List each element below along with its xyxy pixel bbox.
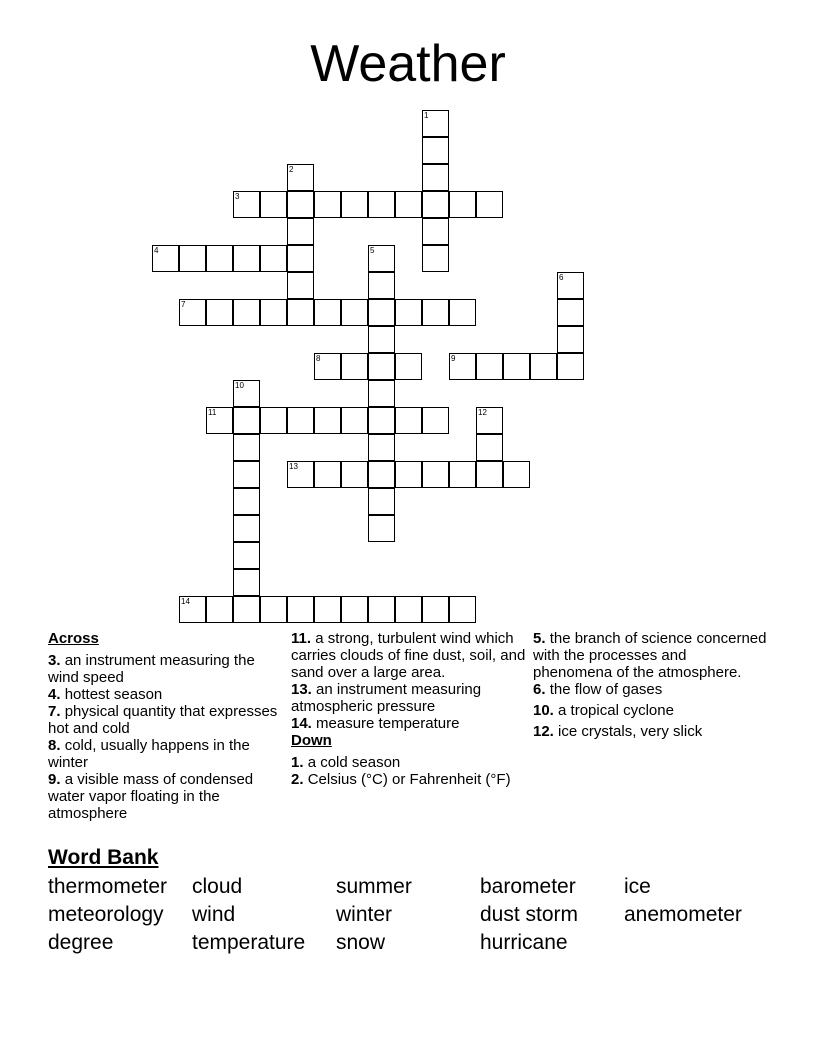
grid-cell[interactable]: [422, 407, 449, 434]
grid-cell[interactable]: [368, 245, 395, 272]
grid-cell[interactable]: [449, 353, 476, 380]
grid-cell[interactable]: [422, 137, 449, 164]
grid-cell[interactable]: [449, 461, 476, 488]
clue-down-12: 12. ice crystals, very slick: [533, 723, 703, 740]
grid-cell[interactable]: [260, 407, 287, 434]
word-bank-word: thermometer: [48, 875, 168, 898]
grid-cell[interactable]: [449, 299, 476, 326]
grid-cell[interactable]: [206, 596, 233, 623]
word-bank-word: cloud: [192, 875, 243, 898]
grid-cell[interactable]: [287, 596, 314, 623]
grid-cell[interactable]: [206, 407, 233, 434]
grid-cell[interactable]: [233, 488, 260, 515]
grid-cell[interactable]: [368, 299, 395, 326]
word-bank-word: winter: [336, 903, 393, 926]
grid-cell[interactable]: [260, 299, 287, 326]
cell-number: 11: [208, 408, 217, 417]
word-bank-word: snow: [336, 931, 386, 954]
grid-cell[interactable]: [233, 434, 260, 461]
grid-cell[interactable]: [476, 434, 503, 461]
grid-cell[interactable]: [206, 299, 233, 326]
grid-cell[interactable]: [368, 326, 395, 353]
down-heading: Down: [291, 732, 332, 749]
grid-cell[interactable]: [368, 353, 395, 380]
grid-cell[interactable]: [260, 191, 287, 218]
word-bank-word: temperature: [192, 931, 306, 954]
grid-cell[interactable]: [476, 191, 503, 218]
word-bank-word: hurricane: [480, 931, 568, 954]
grid-cell[interactable]: [422, 299, 449, 326]
cell-number: 8: [316, 354, 321, 363]
grid-cell[interactable]: [530, 353, 557, 380]
grid-cell[interactable]: [287, 272, 314, 299]
grid-cell[interactable]: [341, 353, 368, 380]
grid-cell[interactable]: [557, 353, 584, 380]
grid-cell[interactable]: [287, 407, 314, 434]
grid-cell[interactable]: [368, 380, 395, 407]
grid-cell[interactable]: [314, 191, 341, 218]
clue-across-3: 3. an instrument measuring the wind speed: [48, 652, 255, 686]
grid-cell[interactable]: [287, 191, 314, 218]
clue-across-11: 11. a strong, turbulent wind which carries clouds of fine dust, soil, and sand over a large area.: [291, 630, 526, 681]
clue-down-1: 1. a cold season: [291, 754, 401, 771]
grid-cell[interactable]: [341, 407, 368, 434]
clue-down-2: 2. Celsius (°C) or Fahrenheit (°F): [291, 771, 511, 788]
grid-cell[interactable]: [179, 245, 206, 272]
grid-cell[interactable]: [422, 596, 449, 623]
word-bank-word: wind: [192, 903, 236, 926]
grid-cell[interactable]: [260, 245, 287, 272]
grid-cell[interactable]: [260, 596, 287, 623]
grid-cell[interactable]: [449, 191, 476, 218]
grid-cell[interactable]: [152, 245, 179, 272]
cell-number: 1: [424, 111, 429, 120]
grid-cell[interactable]: [422, 218, 449, 245]
cell-number: 10: [235, 381, 244, 390]
clue-down-5: 5. the branch of science concerned with the processes and phenomena of the atmosphere.: [533, 630, 767, 681]
word-bank-heading: Word Bank: [48, 846, 159, 869]
grid-cell[interactable]: [233, 191, 260, 218]
grid-cell[interactable]: [476, 407, 503, 434]
word-bank-word: dust storm: [480, 903, 579, 926]
clues-column-3: [533, 630, 769, 740]
grid-cell[interactable]: [395, 299, 422, 326]
grid-cell[interactable]: [314, 596, 341, 623]
grid-cell[interactable]: [179, 596, 206, 623]
grid-cell[interactable]: [557, 272, 584, 299]
grid-cell[interactable]: [476, 353, 503, 380]
grid-cell[interactable]: [206, 245, 233, 272]
clue-across-9: 9. a visible mass of condensed water vapor floating in the atmosphere: [48, 771, 254, 822]
cell-number: 6: [559, 273, 564, 282]
clue-across-4: 4. hottest season: [48, 686, 163, 703]
grid-cell[interactable]: [503, 461, 530, 488]
clue-across-13: 13. an instrument measuring atmospheric pressure: [291, 681, 482, 715]
grid-cell[interactable]: [368, 461, 395, 488]
grid-cell[interactable]: [395, 407, 422, 434]
cell-number: 4: [154, 246, 159, 255]
cell-number: 2: [289, 165, 294, 174]
grid-cell[interactable]: [233, 569, 260, 596]
word-bank-word: degree: [48, 931, 114, 954]
word-bank-word: barometer: [480, 875, 576, 898]
grid-cell[interactable]: [287, 245, 314, 272]
grid-cell[interactable]: [395, 353, 422, 380]
cell-number: 13: [289, 462, 298, 471]
grid-cell[interactable]: [287, 461, 314, 488]
grid-cell[interactable]: [395, 596, 422, 623]
grid-cell[interactable]: [368, 191, 395, 218]
word-bank-word: meteorology: [48, 903, 164, 926]
clue-down-10: 10. a tropical cyclone: [533, 702, 674, 719]
grid-cell[interactable]: [233, 542, 260, 569]
grid-cell[interactable]: [233, 515, 260, 542]
clue-across-7: 7. physical quantity that expresses hot and cold: [48, 703, 278, 737]
grid-cell[interactable]: [449, 596, 476, 623]
grid-cell[interactable]: [368, 488, 395, 515]
grid-cell[interactable]: [233, 380, 260, 407]
grid-cell[interactable]: [287, 218, 314, 245]
grid-cell[interactable]: [233, 299, 260, 326]
cell-number: 12: [478, 408, 487, 417]
grid-cell[interactable]: [422, 164, 449, 191]
cell-number: 7: [181, 300, 186, 309]
across-heading: Across: [48, 630, 99, 647]
grid-cell[interactable]: [395, 191, 422, 218]
grid-cell[interactable]: [557, 299, 584, 326]
clues-column-1: [48, 630, 284, 822]
grid-cell[interactable]: [341, 596, 368, 623]
grid-cell[interactable]: [368, 596, 395, 623]
cell-number: 3: [235, 192, 240, 201]
clue-down-6: 6. the flow of gases: [533, 681, 663, 698]
grid-cell[interactable]: [341, 299, 368, 326]
grid-cell[interactable]: [233, 245, 260, 272]
grid-cell[interactable]: [287, 164, 314, 191]
grid-cell[interactable]: [314, 407, 341, 434]
grid-cell[interactable]: [557, 326, 584, 353]
word-bank-word: summer: [336, 875, 412, 898]
grid-cell[interactable]: [395, 461, 422, 488]
grid-cell[interactable]: [476, 461, 503, 488]
grid-cell[interactable]: [314, 461, 341, 488]
clue-across-14: 14. measure temperature: [291, 715, 460, 732]
grid-cell[interactable]: [233, 407, 260, 434]
grid-cell[interactable]: [233, 596, 260, 623]
grid-cell[interactable]: [287, 299, 314, 326]
page-title: Weather: [310, 35, 506, 93]
grid-cell[interactable]: [422, 191, 449, 218]
grid-cell[interactable]: [422, 110, 449, 137]
grid-cell[interactable]: [368, 407, 395, 434]
word-bank-word: anemometer: [624, 903, 742, 926]
grid-cell[interactable]: [233, 461, 260, 488]
grid-cell[interactable]: [314, 353, 341, 380]
cell-number: 14: [181, 597, 190, 606]
grid-cell[interactable]: [368, 272, 395, 299]
cell-number: 5: [370, 246, 375, 255]
word-bank-word: ice: [624, 875, 651, 898]
grid-cell[interactable]: [368, 434, 395, 461]
cell-number: 9: [451, 354, 456, 363]
clue-across-8: 8. cold, usually happens in the winter: [48, 737, 250, 771]
clues-column-2: [291, 630, 527, 788]
grid-cell[interactable]: [368, 515, 395, 542]
grid-cell[interactable]: [422, 461, 449, 488]
grid-cell[interactable]: [341, 191, 368, 218]
grid-cell[interactable]: [422, 245, 449, 272]
grid-cell[interactable]: [179, 299, 206, 326]
grid-cell[interactable]: [503, 353, 530, 380]
grid-cell[interactable]: [341, 461, 368, 488]
grid-cell[interactable]: [314, 299, 341, 326]
